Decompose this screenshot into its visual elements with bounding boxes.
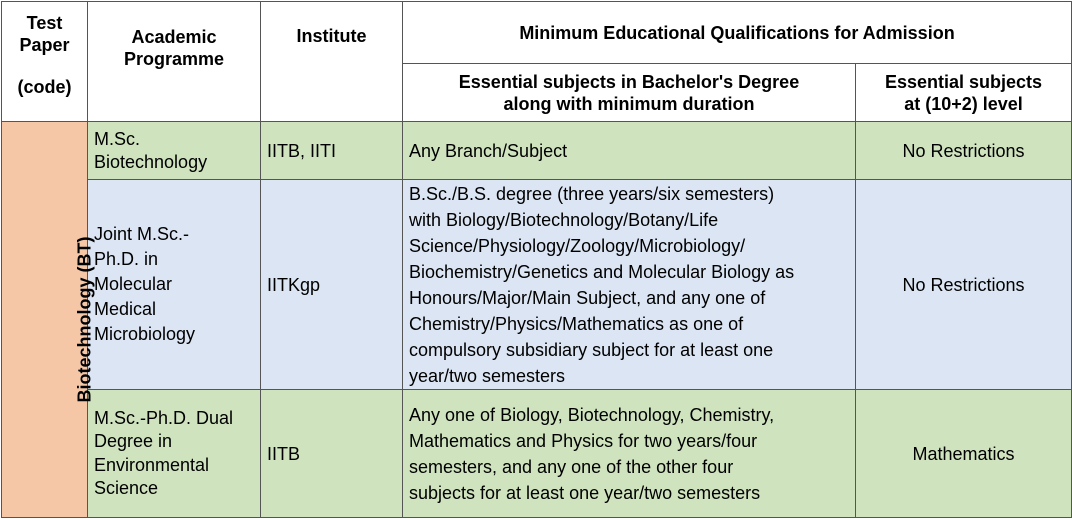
programme-line: Science <box>94 478 159 498</box>
programme-cell <box>88 122 261 180</box>
bachelor-line: B.Sc./B.S. degree (three years/six semesters) <box>409 183 775 204</box>
bachelor-cell <box>403 180 856 390</box>
bachelor-line: Chemistry/Physics/Mathematics as one of <box>409 313 744 334</box>
header-bachelor-line1: Essential subjects in Bachelor's Degree <box>458 71 800 92</box>
table-row <box>2 180 1072 390</box>
bachelor-cell <box>403 122 856 180</box>
programme-line: Molecular <box>94 274 173 294</box>
header-tenplustwo <box>856 64 1072 122</box>
header-min-qualifications: Minimum Educational Qualifications for Admission <box>403 2 1072 64</box>
programme-line: Ph.D. in <box>94 249 159 269</box>
programme-line: Degree in <box>94 431 173 451</box>
institute-cell: IITKgp <box>261 180 403 390</box>
bachelor-line: with Biology/Biotechnology/Botany/Life <box>409 209 719 230</box>
bachelor-line: subjects for at least one year/two semesters <box>409 482 761 503</box>
programme-line: M.Sc.-Ph.D. Dual <box>94 407 234 428</box>
header-institute: Institute <box>261 2 403 122</box>
test-paper-cell <box>2 122 95 518</box>
header-academic-programme-line2: Programme <box>123 48 225 69</box>
institute-cell: IITB <box>261 390 403 518</box>
tenplustwo-cell: No Restrictions <box>856 180 1072 390</box>
bachelor-line: Any one of Biology, Biotechnology, Chemistry, <box>409 404 775 425</box>
header-test-paper-line2: Paper <box>19 35 70 55</box>
bachelor-line: Honours/Major/Main Subject, and any one of <box>409 287 766 308</box>
header-academic-programme-line1: Academic <box>131 26 217 47</box>
header-academic-programme <box>88 2 261 122</box>
programme-line: M.Sc. <box>94 128 141 149</box>
header-tenplustwo-line2: at (10+2) level <box>904 93 1023 114</box>
institute-cell: IITB, IITI <box>261 122 403 180</box>
bachelor-line: Biochemistry/Genetics and Molecular Biology as <box>409 261 795 282</box>
header-test-paper-code: (code) <box>17 77 72 97</box>
programme-line: Joint M.Sc.- <box>94 224 190 244</box>
bachelor-line: semesters, and any one of the other four <box>409 456 734 477</box>
tenplustwo-cell: No Restrictions <box>856 122 1072 180</box>
admission-table <box>1 1 1072 518</box>
programme-cell <box>88 390 261 518</box>
programme-line: Biotechnology <box>94 151 208 172</box>
programme-line: Environmental <box>94 454 210 475</box>
header-test-paper <box>2 2 88 122</box>
bachelor-line: compulsory subsidiary subject for at least one <box>409 339 774 360</box>
bachelor-cell <box>403 390 856 518</box>
header-bachelor-line2: along with minimum duration <box>503 93 755 114</box>
bachelor-line: Mathematics and Physics for two years/four <box>409 430 758 451</box>
header-test-paper-line1: Test <box>26 13 63 33</box>
tenplustwo-cell: Mathematics <box>856 390 1072 518</box>
test-paper-label: Biotechnology (BT) <box>74 236 95 403</box>
header-bachelor <box>403 64 856 122</box>
table-row <box>2 390 1072 518</box>
header-tenplustwo-line1: Essential subjects <box>884 71 1043 92</box>
bachelor-line: Any Branch/Subject <box>409 140 568 161</box>
table-row <box>2 122 1072 180</box>
bachelor-line: Science/Physiology/Zoology/Microbiology/ <box>409 235 746 256</box>
programme-line: Microbiology <box>94 324 196 344</box>
bachelor-line: year/two semesters <box>409 365 566 386</box>
programme-cell <box>88 180 261 390</box>
programme-line: Medical <box>94 299 157 319</box>
